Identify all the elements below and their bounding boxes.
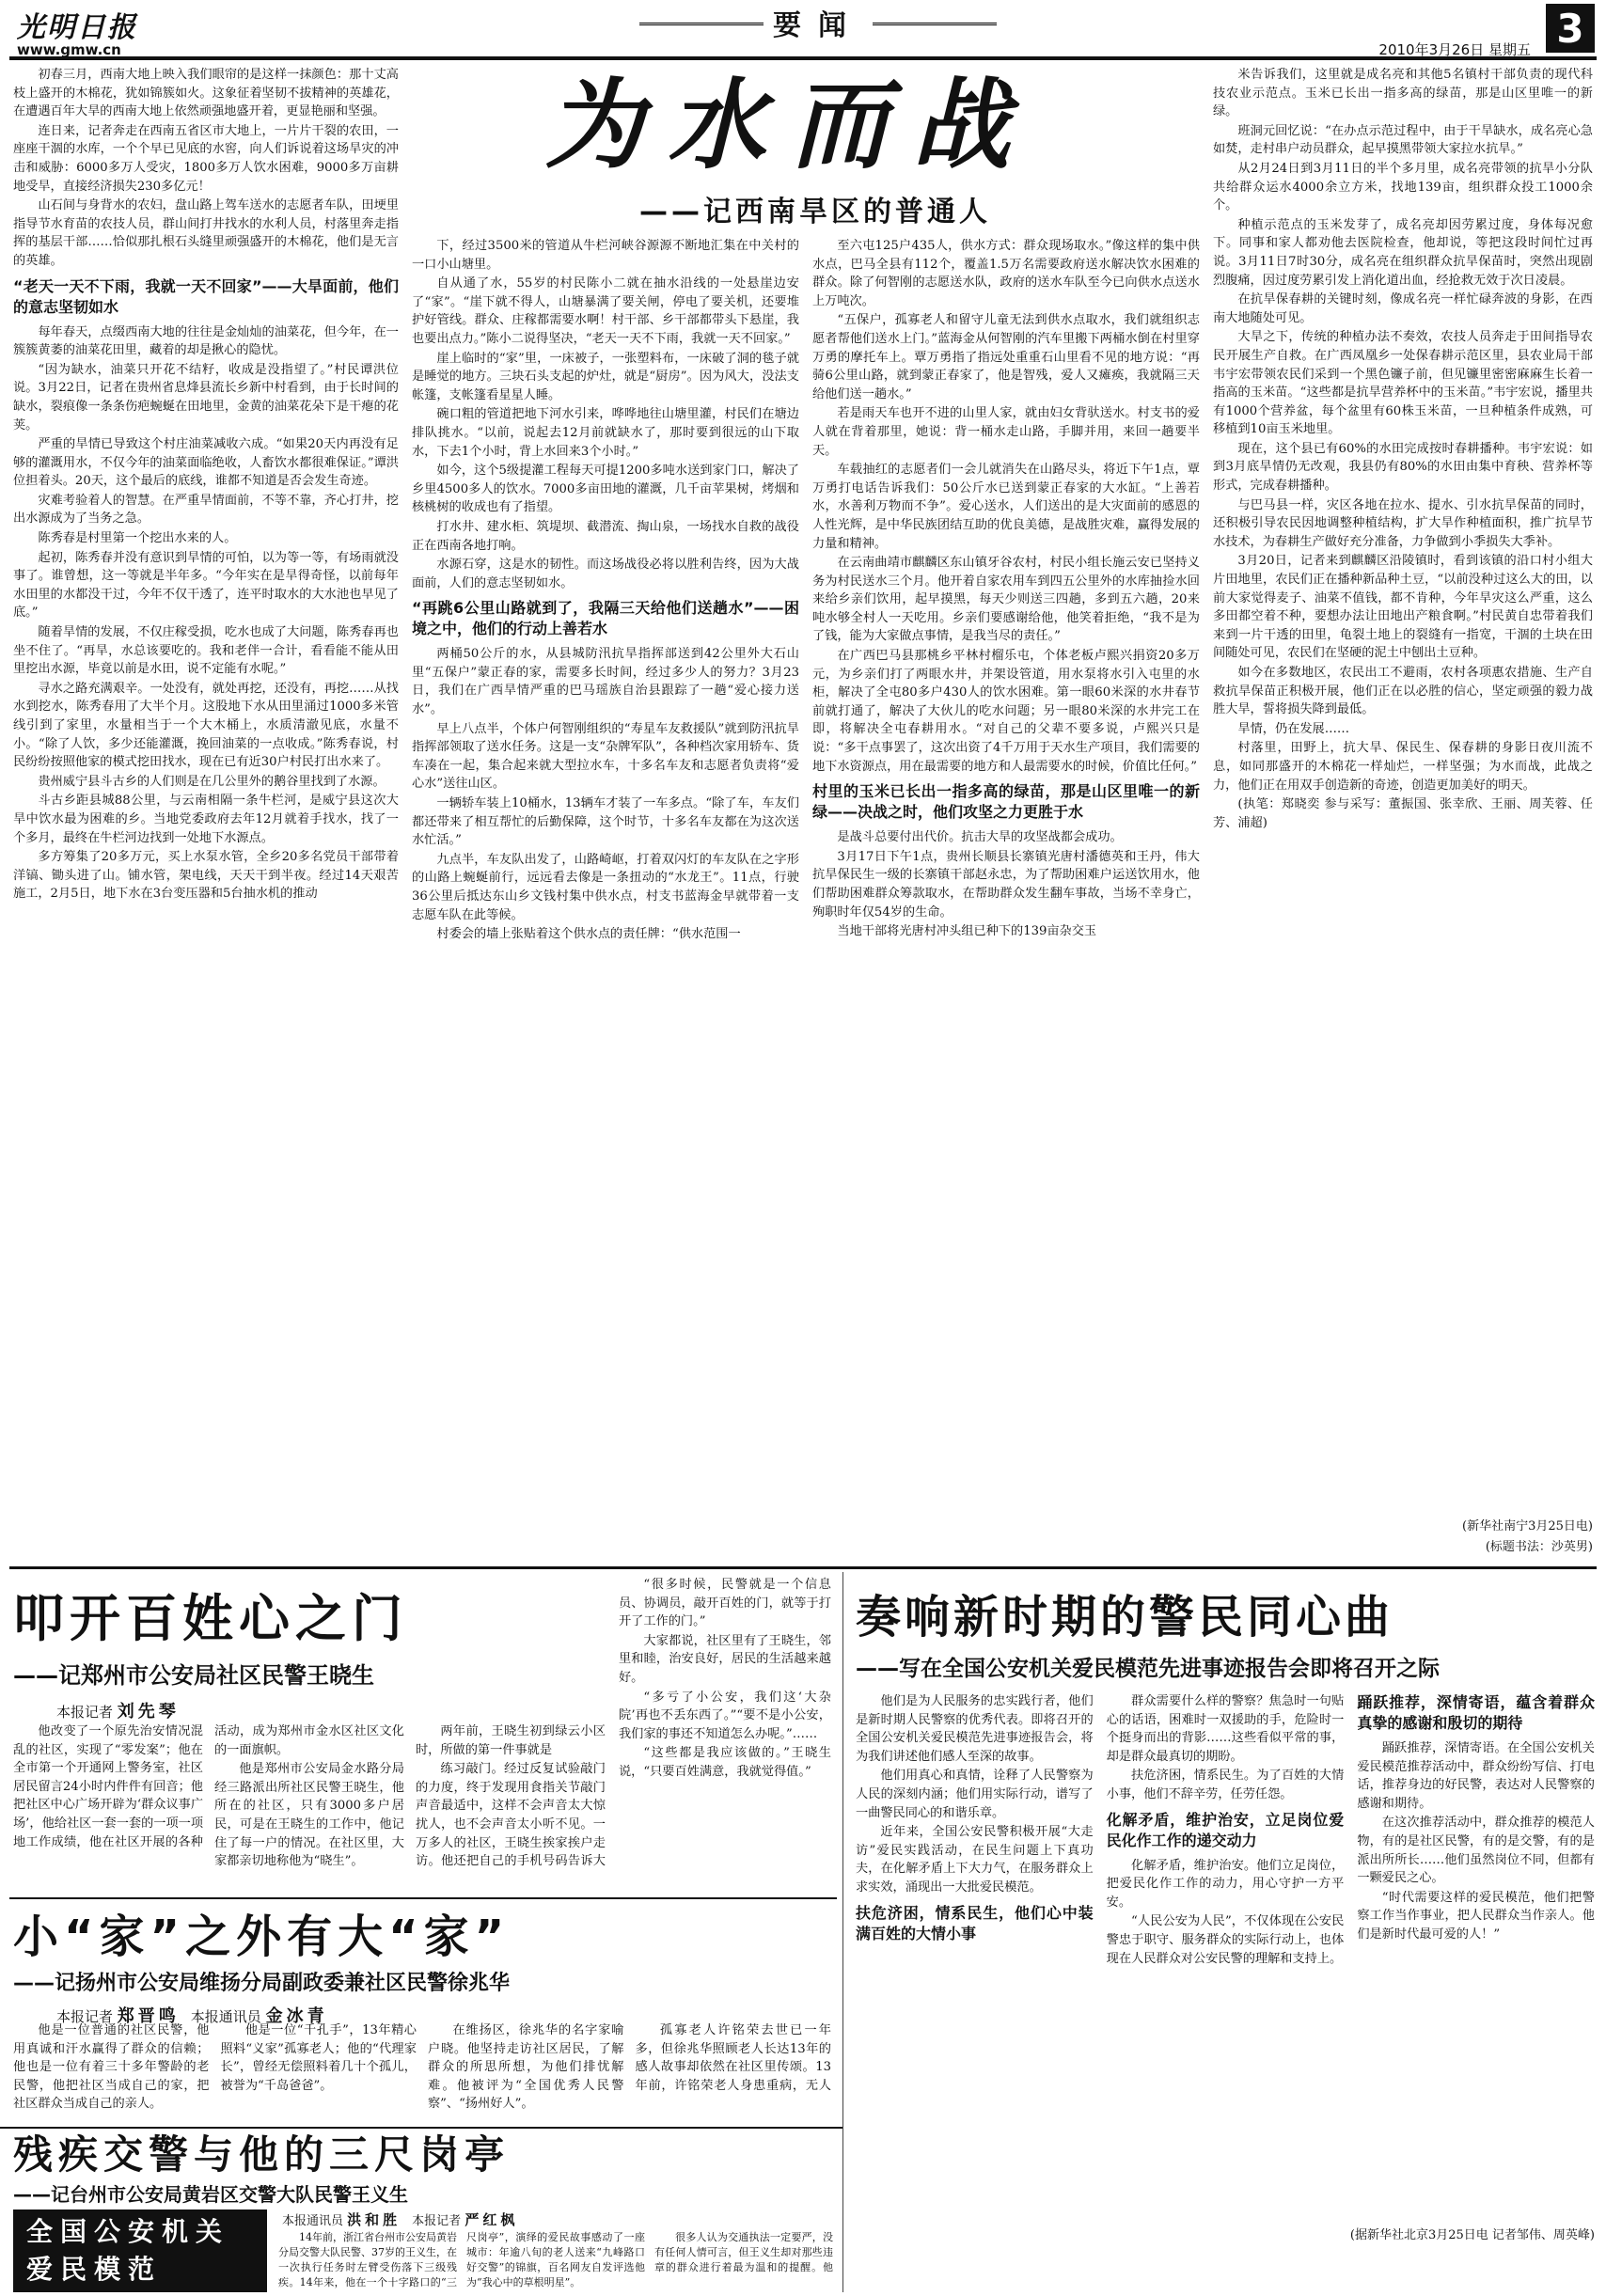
- subheading: 扶危济困，情系民生，他们心中装满百姓的大情小事: [856, 1903, 1094, 1942]
- paragraph: 下，经过3500米的管道从牛栏河峡谷源源不断地汇集在中关村的一口小山塘里。: [412, 239, 799, 272]
- paragraph: 贵州威宁县斗古乡的人们则是在几公里外的鹅谷里找到了水源。: [38, 774, 386, 789]
- story-c-top-rule: [0, 2127, 842, 2129]
- story-c-headline: 残疾交警与他的三尺岗亭: [13, 2131, 511, 2178]
- paragraph: 严重的旱情已导致这个村庄油菜减收六成。“如果20天内再没有足够的灌溉用水，不仅今年的油菜面临绝收，人畜饮水都很难保证。”谭洪位担着头。20天，这个最后的底线，谁都不知道是否会发生奇迹。: [13, 437, 399, 489]
- paragraph: 在云南曲靖市麒麟区东山镇牙谷农村，村民小组长施云安已坚持义务为村民送水三个月。他开着自家农用车到四五公里外的水库抽捡水回来给乡亲们饮用，起早摸黑，每天少则送三四趟，多到五六趟，20来吨水够全村人一天吃用。乡亲们要感谢给他，他笑着拒绝，“我不是为了钱，能为大家做点事情，是我当尽的责任。”: [812, 556, 1200, 644]
- story-a-byline: 本报记者 刘先琴: [56, 1702, 180, 1722]
- paragraph: 现在，这个县已有60%的水田完成按时春耕播种。韦宇宏说：如到3月底旱情仍无改观，我县仍有80%的水田由集中育秧、营养杯等形式，完成春耕播种。: [1213, 441, 1593, 494]
- paragraph: 如今在多数地区，农民出工不避雨，农村各项惠农措施、生产自救抗旱保苗正积极开展，他们正在以必胜的信心，坚定顽强的毅力战胜大旱，誓将损失降到最低。: [1213, 666, 1593, 717]
- paragraph: 斗古乡距县城88公里，与云南相隔一条牛栏河，是威宁县这次大旱中饮水最为困难的乡。当地党委政府去年12月就着手找水，找了一个多月，最终在牛栏河边找到一处地下水源点。: [13, 794, 399, 845]
- paragraph: 他是一位普通的社区民警，他用真诚和汗水赢得了群众的信赖；他也是一位有着三十多年警龄的老民警，他把社区当成自己的家，把社区群众当成自己的亲人。: [13, 2023, 210, 2112]
- paragraph: 种植示范点的玉米发芽了，成名亮却因劳累过度，身体每况愈下。同事和家人都劝他去医院检查，他却说，等把这段时间忙过再说。3月11日7时30分，成名亮在组织群众抗旱保苗时，突然出现剧烈腹痛，因过度劳累引发上消化道出血，经抢救无效于次日凌晨。: [1213, 217, 1593, 288]
- paragraph: 与巴马县一样，灾区各地在拉水、提水、引水抗旱保苗的同时，还积极引导农民因地调整种植结构，扩大旱作种植面积，推广抗旱节水技术，为春耕生产做好充分准备，力争做到小季损失大季补。: [1213, 497, 1593, 549]
- story-b-content: [13, 2021, 831, 2125]
- paragraph: 初春三月，西南大地上映入我们眼帘的是这样一抹颜色：那十丈高枝上盛开的木棉花，犹如锦簇如火。这象征着坚韧不拔精神的英雄花，在遭遇百年大旱的西南大地上依然顽强地盛开着，更显艳丽和坚强。: [13, 68, 399, 119]
- paragraph: (执笔：郑晓奕 参与采写：董振国、张幸欣、王丽、周芙蓉、任芳、浦超): [1213, 797, 1593, 830]
- paragraph: 碗口粗的管道把地下河水引来，哗哗地往山塘里灌，村民们在塘边排队挑水。“以前，说起去12月前就缺水了，那时要到很远的山下取水，下去1个小时，背上水回来3个小时。”: [412, 407, 799, 459]
- paragraph: 两年前，王晓生初到绿云小区时，所做的第一件事就是: [416, 1724, 606, 1757]
- story-d-body: [856, 1692, 1595, 2219]
- page-number: 3: [1546, 4, 1595, 53]
- paragraph: 从2月24日到3月11日的半个多月里，成名亮带领的抗旱小分队共给群众运水4000余立方米，找地139亩，组织群众投工1000余个。: [1213, 161, 1593, 213]
- paragraph: 车载抽红的志愿者们一会儿就消失在山路尽头，将近下午1点，覃万勇打电话告诉我们：50公斤水已送到蒙正春家的大水缸。“上善若水，水善利万物而不争”。爱心送水，人们送出的是大灾面前的感恩的人性光辉，是中华民族团结互助的优良美德，是战胜灾难，赢得发展的力量和精神。: [812, 463, 1200, 551]
- paragraph: 孤寡老人许铭荣去世已一年多，但徐兆华照顾老人长达13年的感人故事却依然在社区里传颂。13年前，许铭荣老人身患重病，无人: [635, 2023, 831, 2093]
- dateline: 2010年3月26日 星期五: [1378, 41, 1531, 58]
- special-column-stamp: 全国公安机关 爱民模范: [13, 2210, 267, 2292]
- paragraph: 每年春天，点缀西南大地的往往是金灿灿的油菜花，但今年，在一簇簇黄萎的油菜花田里，藏着的却是揪心的隐忧。: [13, 324, 399, 358]
- story-a-deck: ——记郑州市公安局社区民警王晓生: [13, 1662, 374, 1689]
- paragraph: 班洞元回忆说：“在办点示范过程中，由于干旱缺水，成名亮心急如焚，走村串户动员群众，起早摸黑带领大家拉水抗旱。”: [1213, 123, 1593, 157]
- paragraph: 14年前，浙江省台州市公安局黄岩分局交警大队民警、37岁的王义生，在一次执行任务时左臂受伤落下三级残疾。14年来，他在一个十字路口的“三尺岗亭”，演绎的爱民故事感动了一座城市：年逾八旬的老人送来“九峰路口好交警”的锦旗，百名网友自发评选他为“我心中的草根明星”。: [278, 2231, 645, 2288]
- paragraph: 近年来，全国公安民警积极开展“大走访”爱民实践活动，在民生问题上下真功夫，在化解矛盾上下大力气，在服务群众上求实效，涌现出一大批爱民模范。: [856, 1825, 1094, 1895]
- paragraph: 如今，这个5级提灌工程每天可提1200多吨水送到家门口，解决了乡里4500多人的饮水。7000多亩田地的灌溉，几千亩苹果树，烤烟和核桃树的收成也有了指望。: [412, 464, 799, 515]
- top-story-title: 为水而战: [544, 67, 1034, 182]
- paragraph: 山石间与身背水的农妇，盘山路上驾车送水的志愿者车队，田埂里指导节水育苗的农技人员，群山间打井找水的水利人员，村落里奔走指挥的基层干部……恰似那扎根石头缝里顽强盛开的木棉花，他们是无言的英雄。: [13, 198, 399, 268]
- subheading: “再跳6公里山路就到了，我隔三天给他们送趟水”——困境之中，他们的行动上善若水: [412, 599, 799, 638]
- paragraph: “时代需要这样的爱民模范，他们把警察工作当作事业，把人民群众当作亲人。他们是新时代最可爱的人！”: [1357, 1890, 1595, 1942]
- story-c-deck: ——记台州市公安局黄岩区交警大队民警王义生: [13, 2183, 408, 2206]
- paragraph: 多方筹集了20多万元，买上水泵水管，全乡20多名党员干部带着洋镐、锄头进了山。铺水管，架电线，天天干到半夜。经过14天艰苦施工，2月5日，地下水在3台变压器和5台抽水机的推动: [13, 850, 399, 902]
- paragraph: 起初，陈秀春并没有意识到旱情的可怕，以为等一等，有场雨就没事了。谁曾想，这一等就是半年多。“今年实在是旱得奇怪，以前每年水田里的水都没干过，今年不仅干透了，连平时取水的大水池也早见了底。”: [13, 550, 399, 621]
- paragraph: 至六屯125户435人，供水方式：群众现场取水。”像这样的集中供水点，巴马全县有112个，覆盖1.5万名需要政府送水解决饮水困难的群众。除了何智刚的志愿送水队，政府的送水车队至今已向供水点送水上万吨次。: [812, 239, 1200, 308]
- story-b-byline: 本报记者 郑晋鸣 本报通讯员 金冰青: [56, 2006, 328, 2026]
- paragraph: 陈秀春是村里第一个挖出水来的人。: [38, 531, 237, 546]
- top-story-column-1: [13, 66, 399, 1559]
- paragraph: 化解矛盾，维护治安。他们立足岗位，把爱民化作工作的动力，用心守护一方平安。: [1106, 1858, 1345, 1910]
- paragraph: 自从通了水，55岁的村民陈小二就在抽水沿线的一处悬崖边安了“家”。“崖下就不得人，山塘暴满了要关闸，停电了要关机，还要堆护好管线。群众、庄稼都需要水啊！村干部、乡干部都带头下悬崖，我也要出点力。”陈小二说得坚决，“老天一天不下雨，我就一天不回家。”: [412, 276, 799, 346]
- newspaper-logo: 光明日报: [17, 11, 137, 44]
- paragraph: “多亏了小公安，我们这‘大杂院’再也不丢东西了。”“要不是小公安，我们家的事还不知道怎么办呢。”……: [619, 1690, 831, 1741]
- top-story-subtitle: —— 记西南旱区的普通人: [639, 188, 1128, 229]
- paragraph: 打水井、建水柜、筑堤坝、截潜流、掏山泉，一场找水自救的战役正在西南各地打响。: [412, 519, 799, 553]
- paragraph: 他们是为人民服务的忠实践行者，他们是新时期人民警察的优秀代表。即将召开的全国公安机关爱民模范先进事迹报告会，将为我们讲述他们感人至深的故事。: [856, 1694, 1094, 1764]
- story-d-deck: ——写在全国公安机关爱民模范先进事迹报告会即将召开之际: [856, 1657, 1440, 1681]
- paragraph: “人民公安为人民”，不仅体现在公安民警忠于职守、服务群众的实际行动上，也体现在人民群众对公安民警的理解和支持上。: [1106, 1914, 1345, 1966]
- subheading: 村里的玉米已长出一指多高的绿苗，那是山区里唯一的新绿——决战之时，他们攻坚之力更胜于水: [812, 782, 1200, 822]
- paragraph: 水源石穿，这是水的韧性。而这场战役必将以胜利告终，因为大战面前，人们的意志坚韧如水。: [412, 558, 799, 590]
- paragraph: 群众需要什么样的警察？焦急时一句贴心的话语，困难时一双援助的手，危险时一个挺身而出的背影……这些看似平常的事，却是群众最真切的期盼。: [1106, 1694, 1345, 1764]
- masthead: [0, 0, 1606, 60]
- paragraph: 村落里，田野上，抗大旱、保民生、保春耕的身影日夜川流不息，如同那盛开的木棉花一样灿烂，一样坚强；为水而战，此战之力，他们正在用双手创造新的奇迹，创造更加美好的明天。: [1213, 741, 1593, 793]
- paragraph: 灾难考验着人的智慧。在严重旱情面前，不等不靠，齐心打井，挖出水源成为了当务之急。: [13, 493, 399, 527]
- paragraph: 大家都说，社区里有了王晓生，邻里和睦，治安良好，居民的生活越来越好。: [619, 1633, 831, 1685]
- subheading: “老天一天不下雨，我就一天不回家”——大旱面前，他们的意志坚韧如水: [13, 276, 399, 316]
- story-c-byline: 本报通讯员 洪和胜 本报记者 严红枫: [282, 2211, 519, 2228]
- paragraph: 一辆轿车装上10桶水，13辆车才装了一车多点。“除了车，车友们都还带来了相互帮忙的后勤保障，这个时节，十多名车友都在为这次送水忙活。”: [412, 796, 799, 848]
- story-divider: [9, 1897, 837, 1899]
- top-story-column-3: [812, 237, 1200, 1559]
- paragraph: 他们用真心和真情，诠释了人民警察为人民的深刻内涵；他们用实际行动，谱写了一曲警民同心的和谐乐章。: [856, 1769, 1094, 1820]
- paragraph: 旱情，仍在发展……: [1237, 721, 1350, 736]
- section-title: 要闻: [639, 4, 997, 41]
- paragraph: 崖上临时的“家”里，一床被子，一张塑料布，一床破了洞的毯子就是睡觉的地方。三块石头支起的炉灶，就是“厨房”。因为风大，没法支帐篷，支帐篷看星星人睡。: [412, 351, 799, 402]
- column-divider: [842, 1572, 843, 2292]
- paragraph: 随着旱情的发展，不仅庄稼受损，吃水也成了大问题，陈秀春再也坐不住了。“再旱，水总该要吃的。我和老伴一合计，看看能不能从田里挖出水源，毕竟以前是水田，说不定能有水呢。”: [13, 625, 399, 677]
- paragraph: 若是雨天车也开不进的山里人家，就由妇女背驮送水。村支书的爱人就在背着那里，她说：背一桶水走山路，手脚并用，来回一趟要半天。: [812, 406, 1200, 458]
- paragraph: 在抗旱保春耕的关键时刻，像成名亮一样忙碌奔波的身影，在西南大地随处可见。: [1213, 292, 1593, 325]
- paragraph: 九点半，车友队出发了，山路崎岖，打着双闪灯的车友队在之字形的山路上蜿蜒前行，远远看去像是一条扭动的“水龙王”。11点，行驶36公里后抵达东山乡文钱村集中供水点，村支书蓝海金早就带着一支志愿车队在此等候。: [412, 852, 799, 922]
- masthead-rule: [9, 56, 1597, 60]
- paragraph: “五保户，孤寡老人和留守儿童无法到供水点取水，我们就组织志愿者帮他们送水上门。”蓝海金从何智刚的汽车里搬下两桶水倒在村里穿万勇的摩托车上。覃万勇指了指远处重重石山里看不见的地方说：“再骑6公里山路，就到蒙正春家了，他是智残，爱人又瘫痪，我就隔三天给他们送一趟水。”: [812, 313, 1200, 401]
- story-b-deck: ——记扬州市公安局维扬分局副政委兼社区民警徐兆华: [13, 1972, 511, 1995]
- paragraph: 当地干部将光唐村冲头组已种下的139亩杂交玉: [837, 924, 1097, 939]
- paragraph: 早上八点半，个体户何智刚组织的“寿星车友救援队”就到防汛抗旱指挥部领取了送水任务。这是一支“杂牌军队”，各种档次家用轿车、货车凑在一起，集合起来就大型拉水车，十多名车友和志愿者负责将“爱心水”送往山区。: [412, 721, 799, 792]
- paragraph: 大旱之下，传统的种植办法不奏效，农技人员奔走于田间指导农民开展生产自救。在广西凤凰乡一处保春耕示范区里，县农业局干部韦宇宏带领农民们采到一个黑色镰子前，但见镰里密密麻麻生长着一指高的玉米苗。“这些都是抗旱营养杯中的玉米苗。”韦宇宏说，播里共有1000个营养盆，每个盆里有60株玉米苗，一旦种植条件成熟，可移植到10亩玉米地里。: [1213, 330, 1593, 437]
- section-divider: [9, 1566, 1597, 1569]
- paragraph: 米告诉我们，这里就是成名亮和其他5名镇村干部负责的现代科技农业示范点。玉米已长出一指多高的绿苗，那是山区里唯一的新绿。: [1213, 68, 1593, 119]
- paragraph: 练习敲门。经过反复试验敲门的力度，终于发现用食指关节敲门声音最适中，这样不会声音太大惊扰人，也不会声音太小听不见。一万多人的社区，王晓生挨家挨户走访。他还把自己的手机号码告诉大: [416, 1762, 606, 1869]
- paragraph: 连日来，记者奔走在西南五省区市大地上，一片片干裂的农田，一座座干涸的水库，一个个早已见底的水窖，向人们诉说着这场旱灾的冲击和威胁：6000多万人受灾，1800多万人饮水困难，9000多万亩耕地受旱，直接经济损失230多亿元！: [13, 123, 399, 194]
- paragraph: 两桶50公斤的水，从县城防汛抗旱指挥部送到42公里外大石山里“五保户”蒙正春的家，需要多长时间，经过多少人的努力？3月23日，我们在广西旱情严重的巴马瑶族自治县跟踪了一趟“爱心接力送水”。: [412, 647, 799, 717]
- paragraph: 在广西巴马县那桃乡平林村榴乐屯，个体老板卢熙兴捐资20多万元，为乡亲们打了两眼水井，并架设管道，用水泵将水引入屯里的水柜，解决了全屯80多户430人的饮水困难。第一眼60米深的水井春节前就打通了，解决了大伙儿的吃水问题；另一眼80米深的水井完工在即，将解决全屯春耕用水。“对自己的父辈不要多说，卢熙兴只是说：“多干点事罢了，这次出资了4千万用于天水生产项目，我们需要的地下水资源点，用在最需要的地方和人最需要水的时候，价值比任何。”: [812, 649, 1200, 774]
- paragraph: 踊跃推荐，深情寄语。在全国公安机关爱民模范推荐活动中，群众纷纷写信、打电话，推荐身边的好民警，表达对人民警察的感谢和期待。: [1357, 1741, 1595, 1811]
- paragraph: 他是一位“千孔手”，13年精心照料“义家”孤寡老人；他的“代理家长”，曾经无偿照料着几十个孤儿，被誉为“千岛爸爸”。: [220, 2023, 417, 2093]
- paragraph: 很多人认为交通执法一定要严，没有任何人情可言，但王义生却对那些违章的群众进行着最为温和的提醒。他: [654, 2231, 833, 2273]
- title-calligraphy-credit: (标题书法：沙英男): [1485, 1540, 1593, 1554]
- story-a-body: [13, 1722, 606, 1888]
- top-story-credit: (新华社南宁3月25日电): [1462, 1519, 1593, 1533]
- paragraph: 在维扬区，徐兆华的名字家喻户晓。他坚持走访社区居民，了解群众的所思所想，为他们排忧解难。他被评为“全国优秀人民警察”、“扬州好人”。: [428, 2023, 624, 2112]
- paragraph: 在这次推荐活动中，群众推荐的模范人物，有的是社区民警，有的是交警，有的是派出所所长……他们虽然岗位不同，但都有一颗爱民之心。: [1357, 1816, 1595, 1886]
- paragraph: 是战斗总要付出代价。抗击大旱的攻坚战都会成功。: [837, 830, 1123, 845]
- paragraph: 3月20日，记者来到麒麟区沿陵镇时，看到该镇的沿口村小组大片田地里，农民们正在播种新品种土豆，“以前没种过这么大的田，以前大家觉得麦子、油菜不值钱，都不肯种，今年旱灾这么严重，这么多田都空着不种，要想办法让田地出产粮食啊。”村民黄自忠带着我们来到一片干透的田里，龟裂土地上的裂缝有一指宽，干涸的土块在田间随处可见，农民们在坚硬的泥土中刨出土豆种。: [1213, 554, 1593, 661]
- top-story-column-4: [1213, 66, 1593, 1514]
- story-d-headline: 奏响新时期的警民同心曲: [856, 1591, 1394, 1643]
- subheading: 踊跃推荐，深情寄语，蕴含着群众真挚的感谢和殷切的期待: [1357, 1693, 1595, 1732]
- top-story-column-2: [412, 237, 799, 1559]
- subheading: 化解矛盾，维护治安，立足岗位爱民化作工作的递交动力: [1106, 1810, 1345, 1849]
- paragraph: 扶危济困，情系民生。为了百姓的大情小事，他们不辞辛劳，任劳任怨。: [1106, 1769, 1345, 1801]
- paragraph: 寻水之路充满艰辛。一处没有，就处再挖，还没有，再挖……从找水到挖水，陈秀春用了大半个月。这股地下水从田里涌过1000多米管线引到了家里，水量相当于一个大木桶上，水质清澈见底，水量不小。“除了人饮，多少还能灌溉，挽回油菜的一点收成。”陈秀春说，村民纷纷按照他家的模式挖田找水，现在已有近30户村民打出水来了。: [13, 681, 399, 770]
- paragraph: “很多时候，民警就是一个信息员、协调员，敲开百姓的门，就等于打开了工作的门。”: [619, 1578, 831, 1629]
- paragraph: 村委会的墙上张贴着这个供水点的责任牌：“供水范围一: [436, 927, 741, 942]
- story-a-headline: 叩开百姓心之门: [13, 1589, 408, 1648]
- paragraph: 3月17日下午1点，贵州长顺县长寨镇光唐村潘德英和王丹，伟大抗旱保民生一级的长寨镇干部赵永忠，为了帮助困难户运送饮用水，他们帮助困难群众筹款取水，在帮助群众发生翻车事故，当场不幸身亡，殉职时年仅54岁的生命。: [812, 849, 1200, 920]
- website-url[interactable]: www.gmw.cn: [17, 41, 121, 58]
- paragraph: “因为缺水，油菜只开花不结籽，收成是没指望了。”村民谭洪位说。3月22日，记者在贵州省息烽县流长乡新中村看到，由于长时间的缺水，裂痕像一条条伤疤蜿蜒在田地里，金黄的油菜花朵下是干瘪的花荚。: [13, 362, 399, 432]
- paragraph: 他是郑州市公安局金水路分局经三路派出所社区民警王晓生，他所在的社区，只有3000多户居民，可是在王晓生的工作中，他记住了每一户的情况。在社区里，大家都亲切地称他为“晓生”。: [214, 1762, 404, 1869]
- story-b-headline: 小“家”之外有大“家”: [13, 1911, 511, 1963]
- paragraph: 他改变了一个原先治安情况混乱的社区，实现了“零发案”；他在全市第一个开通网上警务室，社区居民留言24小时内件件有回音；他把社区中心广场开辟为‘群众议事广场’，他给社区一套一套的一项一项地工作成绩，他在社区开展的各种活动，成为郑州市金水区社区文化的一面旗帜。: [13, 1724, 404, 1849]
- paragraph: “这些都是我应该做的。”王晓生说，“只要百姓满意，我就觉得值。”: [619, 1746, 831, 1779]
- story-d-credit: (据新华社北京3月25日电 记者邹伟、周英峰): [1349, 2228, 1595, 2242]
- story-a-continued: [619, 1576, 831, 1892]
- story-c-body: [278, 2230, 833, 2292]
